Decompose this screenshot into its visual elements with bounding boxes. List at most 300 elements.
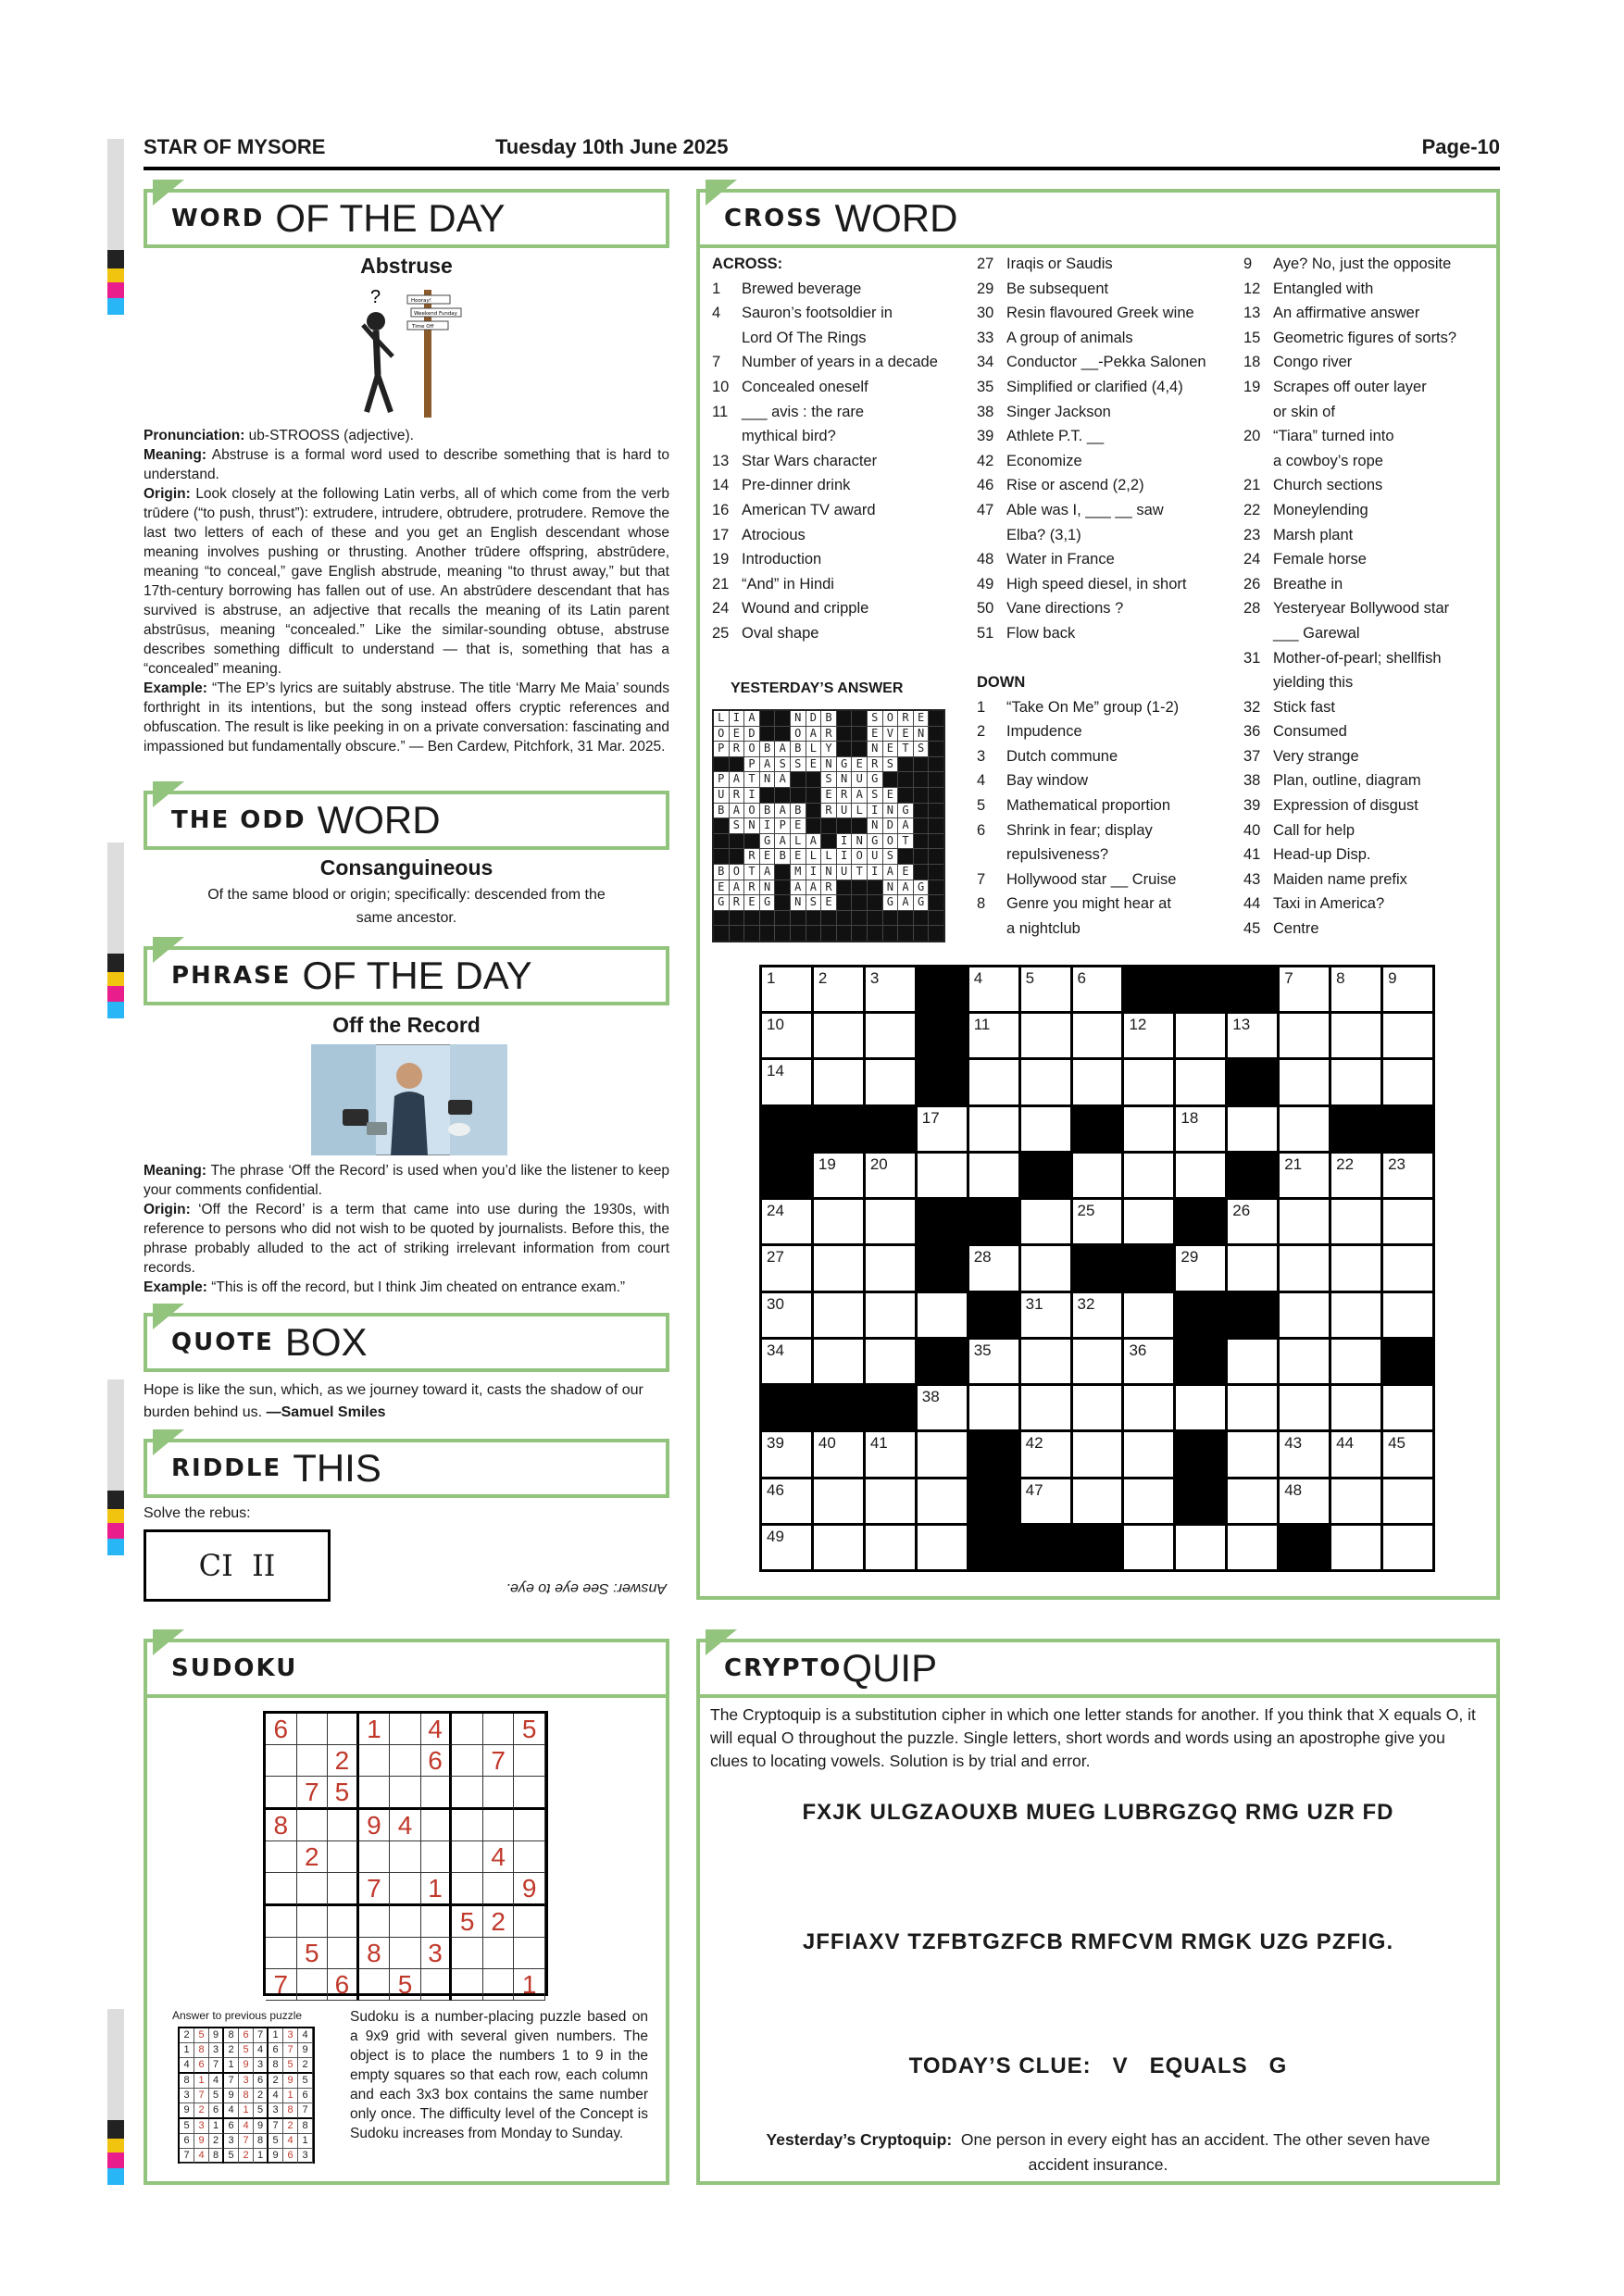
grid-cell[interactable] xyxy=(1228,1479,1277,1523)
sudoku-given: 1 xyxy=(224,2058,239,2074)
grid-cell[interactable] xyxy=(1073,967,1122,1011)
answer-letter: S xyxy=(868,711,882,726)
cell-number: 2 xyxy=(818,969,828,987)
black-square xyxy=(806,926,821,941)
sudoku-given: 4 xyxy=(194,2149,209,2164)
black-square xyxy=(1021,1526,1070,1569)
cell-number: 48 xyxy=(1284,1480,1303,1499)
sudoku-empty-cell[interactable] xyxy=(266,1906,297,1938)
clue-text: “Tiara” turned into xyxy=(1273,428,1394,445)
sudoku-given: 7 xyxy=(194,2089,209,2103)
grid-cell[interactable] xyxy=(1021,1107,1070,1151)
grid-cell[interactable] xyxy=(762,1200,811,1243)
grid-cell[interactable] xyxy=(1280,1154,1329,1197)
grid-cell[interactable] xyxy=(1280,1340,1329,1383)
grid-cell[interactable] xyxy=(918,1107,967,1151)
down-heading: DOWN xyxy=(977,674,1026,692)
black-square xyxy=(969,1293,1018,1337)
clue-number: 22 xyxy=(1243,501,1261,518)
clue-number: 39 xyxy=(977,428,994,445)
black-square xyxy=(852,926,867,941)
grid-cell[interactable] xyxy=(1383,1293,1432,1337)
grid-cell[interactable] xyxy=(1021,1432,1070,1476)
sudoku-empty-cell[interactable] xyxy=(297,1714,329,1745)
grid-cell[interactable] xyxy=(1331,1246,1380,1290)
header-flag xyxy=(706,180,737,206)
grid-cell[interactable] xyxy=(1021,967,1070,1011)
grid-cell[interactable] xyxy=(762,1014,811,1057)
grid-cell[interactable] xyxy=(814,1014,863,1057)
clue-number: 8 xyxy=(977,895,986,913)
answer-letter: G xyxy=(760,834,775,849)
black-square xyxy=(837,727,852,742)
grid-cell[interactable] xyxy=(814,1060,863,1104)
grid-cell[interactable] xyxy=(1124,1340,1173,1383)
grid-cell[interactable] xyxy=(1124,1200,1173,1243)
grid-cell[interactable] xyxy=(1021,1200,1070,1243)
grid-cell[interactable] xyxy=(814,1293,863,1337)
grid-cell[interactable] xyxy=(1331,1014,1380,1057)
clue-text: American TV award xyxy=(742,501,876,518)
sudoku-given: 7 xyxy=(266,1969,297,2001)
black-square xyxy=(898,849,913,864)
sudoku-empty-cell[interactable] xyxy=(266,1938,297,1969)
clue-list xyxy=(977,695,1234,942)
grid-cell[interactable] xyxy=(969,1060,1018,1104)
sudoku-given: 9 xyxy=(209,2028,224,2043)
sudoku-empty-cell[interactable] xyxy=(297,1969,329,2001)
grid-cell[interactable] xyxy=(1021,1479,1070,1523)
grid-cell[interactable] xyxy=(1124,1060,1173,1104)
sudoku-given: 9 xyxy=(224,2089,239,2103)
grid-cell[interactable] xyxy=(762,1246,811,1290)
sudoku-empty-cell[interactable] xyxy=(514,1777,545,1810)
clue-text: Taxi in America? xyxy=(1273,895,1385,913)
answer-letter: N xyxy=(791,711,806,726)
sudoku-empty-cell[interactable] xyxy=(452,1969,483,2001)
registration-strip-4 xyxy=(107,2009,124,2194)
answer-letter: S xyxy=(791,757,806,772)
grid-cell[interactable] xyxy=(1280,1479,1329,1523)
grid-cell[interactable] xyxy=(1383,1246,1432,1290)
clue-number: 25 xyxy=(712,624,730,642)
answer-letter: N xyxy=(744,818,759,833)
cell-number: 26 xyxy=(1232,1202,1251,1220)
header-small: RIDDLE xyxy=(171,1454,282,1482)
sudoku-empty-cell[interactable] xyxy=(421,1841,453,1873)
clue-item xyxy=(977,744,1234,769)
clue-text: Wound and cripple xyxy=(742,600,869,618)
sudoku-empty-cell[interactable] xyxy=(483,1777,515,1810)
clue-item xyxy=(1243,596,1493,621)
page-number: Page-10 xyxy=(1421,135,1500,158)
black-square xyxy=(918,1014,967,1057)
grid-cell[interactable] xyxy=(866,1246,915,1290)
grid-cell[interactable] xyxy=(1021,1386,1070,1429)
grid-cell[interactable] xyxy=(1280,1432,1329,1476)
grid-cell[interactable] xyxy=(1124,1432,1173,1476)
black-square xyxy=(883,911,898,926)
grid-cell[interactable] xyxy=(1176,1014,1225,1057)
grid-cell[interactable] xyxy=(1021,1060,1070,1104)
sudoku-empty-cell[interactable] xyxy=(483,1873,515,1906)
sudoku-empty-cell[interactable] xyxy=(359,1841,391,1873)
black-square xyxy=(929,911,943,926)
grid-cell[interactable] xyxy=(1176,1386,1225,1429)
clue-item xyxy=(1243,350,1493,375)
grid-cell[interactable] xyxy=(1228,1246,1277,1290)
cell-number: 47 xyxy=(1025,1480,1043,1499)
grid-cell[interactable] xyxy=(1124,1526,1173,1569)
grid-cell[interactable] xyxy=(1124,1293,1173,1337)
black-square xyxy=(969,1479,1018,1523)
answer-letter: B xyxy=(714,804,729,818)
sudoku-empty-cell[interactable] xyxy=(328,1873,359,1906)
clue-item xyxy=(712,326,955,351)
sudoku-given: 8 xyxy=(194,2043,209,2058)
clue-number: 38 xyxy=(977,403,994,420)
black-square xyxy=(1280,1526,1329,1569)
grid-cell[interactable] xyxy=(762,1293,811,1337)
odd-word-definition: Of the same blood or origin; specifically: descended from the same ancestor. xyxy=(207,887,606,926)
grid-cell[interactable] xyxy=(1176,1526,1225,1569)
grid-cell[interactable] xyxy=(814,1200,863,1243)
sudoku-empty-cell[interactable] xyxy=(266,1777,297,1810)
grid-cell[interactable] xyxy=(918,1479,967,1523)
sudoku-empty-cell[interactable] xyxy=(390,1938,421,1969)
grid-cell[interactable] xyxy=(1280,1246,1329,1290)
clue-number: 9 xyxy=(1243,256,1253,272)
answer-letter: O xyxy=(883,834,898,849)
clue-text: ___ Garewal xyxy=(1273,624,1360,642)
grid-cell[interactable] xyxy=(866,1060,915,1104)
sudoku-empty-cell[interactable] xyxy=(452,1873,483,1906)
sudoku-given: 1 xyxy=(239,2103,254,2119)
answer-letter: G xyxy=(760,895,775,910)
grid-cell[interactable] xyxy=(1280,1060,1329,1104)
grid-cell[interactable] xyxy=(762,1432,811,1476)
clue-number: 20 xyxy=(1243,428,1261,445)
sudoku-empty-cell[interactable] xyxy=(328,1906,359,1938)
sudoku-empty-cell[interactable] xyxy=(359,1906,391,1938)
answer-letter: A xyxy=(760,865,775,880)
grid-cell[interactable] xyxy=(918,1154,967,1197)
clue-item xyxy=(977,596,1234,621)
grid-cell[interactable] xyxy=(1124,1386,1173,1429)
grid-cell[interactable] xyxy=(1280,1386,1329,1429)
clue-text: Oval shape xyxy=(742,624,819,642)
grid-cell[interactable] xyxy=(1176,1060,1225,1104)
sudoku-empty-cell[interactable] xyxy=(452,1714,483,1745)
grid-cell[interactable] xyxy=(814,1340,863,1383)
grid-cell[interactable] xyxy=(1021,1246,1070,1290)
grid-cell[interactable] xyxy=(1124,1154,1173,1197)
clue-text: Number of years in a decade xyxy=(742,354,938,371)
clue-text: Church sections xyxy=(1273,477,1383,494)
grid-cell[interactable] xyxy=(1073,1479,1122,1523)
sudoku-empty-cell[interactable] xyxy=(390,1906,421,1938)
grid-cell[interactable] xyxy=(1073,1432,1122,1476)
answer-letter: G xyxy=(914,880,929,895)
sudoku-given: 3 xyxy=(194,2119,209,2134)
grid-cell[interactable] xyxy=(1124,1479,1173,1523)
clue-text: Hollywood star __ Cruise xyxy=(1006,870,1177,888)
clue-item xyxy=(712,449,955,474)
sudoku-empty-cell[interactable] xyxy=(514,1745,545,1777)
clue-text: Expression of disgust xyxy=(1273,797,1418,815)
black-square xyxy=(898,788,913,803)
sudoku-empty-cell[interactable] xyxy=(328,1714,359,1745)
black-square xyxy=(714,757,729,772)
sudoku-empty-cell[interactable] xyxy=(297,1906,329,1938)
grid-cell[interactable] xyxy=(866,1014,915,1057)
grid-cell[interactable] xyxy=(1124,1014,1173,1057)
black-square xyxy=(775,865,790,880)
grid-cell[interactable] xyxy=(1228,1107,1277,1151)
grid-cell[interactable] xyxy=(814,1432,863,1476)
header-small: THE ODD xyxy=(171,806,306,834)
grid-cell[interactable] xyxy=(918,1526,967,1569)
sudoku-empty-cell[interactable] xyxy=(390,1745,421,1777)
grid-cell[interactable] xyxy=(1383,1060,1432,1104)
grid-cell[interactable] xyxy=(1383,1014,1432,1057)
grid-cell[interactable] xyxy=(969,1246,1018,1290)
clue-number: 13 xyxy=(1243,305,1261,322)
clue-item xyxy=(977,793,1234,818)
grid-cell[interactable] xyxy=(1021,1014,1070,1057)
sudoku-empty-cell[interactable] xyxy=(452,1938,483,1969)
clue-item xyxy=(1243,523,1493,548)
origin-text: Look closely at the following Latin verbs, all of which come from the verb trūdere (“to push, thrust”): extrudere, intrudere, obtrudere, protrudere. Remove the last two letters of each of these and you get an English descendant whose meaning involves pushing or thrusting. Another trūdere offspring, abstrūdere, meaning “to conceal,” gave English abstrude, meaning “to thrust away,” but that 17th-century borrowing has fallen out of use. An abstrūdere descendant that has survived is abstruse, an adjective that recalls the meaning of its Latin parent abstrūsus, meaning “concealed.” Like the similar-sounding obtuse, abstruse describes something difficult to understand — that is, something that has a “concealed” meaning. xyxy=(144,486,669,677)
sudoku-empty-cell[interactable] xyxy=(390,1841,421,1873)
sudoku-empty-cell[interactable] xyxy=(452,1777,483,1810)
grid-cell[interactable] xyxy=(969,1154,1018,1197)
answer-letter: B xyxy=(760,742,775,756)
grid-cell[interactable] xyxy=(1176,1107,1225,1151)
grid-cell[interactable] xyxy=(1228,1340,1277,1383)
answer-letter: B xyxy=(791,742,806,756)
grid-cell[interactable] xyxy=(1280,967,1329,1011)
sudoku-empty-cell[interactable] xyxy=(297,1810,329,1841)
grid-cell[interactable] xyxy=(762,1479,811,1523)
grid-cell[interactable] xyxy=(1280,1107,1329,1151)
sudoku-empty-cell[interactable] xyxy=(328,1810,359,1841)
sudoku-given: 6 xyxy=(266,1714,297,1745)
grid-cell[interactable] xyxy=(1383,1479,1432,1523)
answer-letter: L xyxy=(714,711,729,726)
sudoku-given: 6 xyxy=(298,2089,313,2103)
grid-cell[interactable] xyxy=(814,1154,863,1197)
sudoku-empty-cell[interactable] xyxy=(328,1841,359,1873)
grid-cell[interactable] xyxy=(1331,967,1380,1011)
cell-number: 22 xyxy=(1336,1154,1355,1173)
grid-cell[interactable] xyxy=(814,1479,863,1523)
grid-cell[interactable] xyxy=(1280,1293,1329,1337)
black-square xyxy=(929,849,943,864)
grid-cell[interactable] xyxy=(866,1154,915,1197)
grid-cell[interactable] xyxy=(969,1340,1018,1383)
grid-cell[interactable] xyxy=(1073,1340,1122,1383)
grid-cell[interactable] xyxy=(866,1432,915,1476)
grid-cell[interactable] xyxy=(866,1293,915,1337)
grid-cell[interactable] xyxy=(866,1200,915,1243)
word-of-day-word: Abstruse xyxy=(360,254,453,278)
sudoku-empty-cell[interactable] xyxy=(421,1906,453,1938)
grid-cell[interactable] xyxy=(814,967,863,1011)
grid-cell[interactable] xyxy=(1021,1340,1070,1383)
grid-cell[interactable] xyxy=(918,1386,967,1429)
black-square xyxy=(806,804,821,818)
grid-cell[interactable] xyxy=(969,967,1018,1011)
answer-letter: N xyxy=(837,772,852,787)
grid-cell[interactable] xyxy=(866,967,915,1011)
grid-cell[interactable] xyxy=(918,1432,967,1476)
answer-letter: S xyxy=(821,772,836,787)
grid-cell[interactable] xyxy=(1331,1526,1380,1569)
answer-letter: D xyxy=(744,727,759,742)
grid-cell[interactable] xyxy=(866,1340,915,1383)
grid-cell[interactable] xyxy=(969,1386,1018,1429)
clue-number: 50 xyxy=(977,600,994,618)
grid-cell[interactable] xyxy=(1280,1200,1329,1243)
sudoku-empty-cell[interactable] xyxy=(483,1969,515,2001)
quote-body: Hope is like the sun, which, as we journey toward it, casts the shadow of our burden behind us. xyxy=(144,1382,643,1420)
grid-cell[interactable] xyxy=(1124,1107,1173,1151)
grid-cell[interactable] xyxy=(762,1526,811,1569)
sudoku-empty-cell[interactable] xyxy=(359,1969,391,2001)
sudoku-empty-cell[interactable] xyxy=(266,1841,297,1873)
black-square xyxy=(929,834,943,849)
sudoku-empty-cell[interactable] xyxy=(390,1873,421,1906)
grid-cell[interactable] xyxy=(918,1293,967,1337)
grid-cell[interactable] xyxy=(1331,1200,1380,1243)
header-small: PHRASE xyxy=(171,962,292,990)
grid-cell[interactable] xyxy=(762,967,811,1011)
grid-cell[interactable] xyxy=(762,1340,811,1383)
sudoku-empty-cell[interactable] xyxy=(452,1841,483,1873)
grid-cell[interactable] xyxy=(1073,1293,1122,1337)
grid-cell[interactable] xyxy=(1073,1154,1122,1197)
grid-cell[interactable] xyxy=(1331,1340,1380,1383)
grid-cell[interactable] xyxy=(1228,1014,1277,1057)
black-square xyxy=(730,757,744,772)
grid-cell[interactable] xyxy=(1331,1060,1380,1104)
grid-cell[interactable] xyxy=(1383,1200,1432,1243)
clue-text: Entangled with xyxy=(1273,280,1374,297)
grid-cell[interactable] xyxy=(866,1479,915,1523)
grid-cell[interactable] xyxy=(762,1060,811,1104)
grid-cell[interactable] xyxy=(1073,1386,1122,1429)
answer-letter: A xyxy=(775,772,790,787)
grid-cell[interactable] xyxy=(1073,1014,1122,1057)
header-large: OF THE DAY xyxy=(275,196,506,240)
sudoku-empty-cell[interactable] xyxy=(297,1873,329,1906)
sudoku-given: 2 xyxy=(483,1906,515,1938)
sudoku-empty-cell[interactable] xyxy=(514,1841,545,1873)
sudoku-empty-cell[interactable] xyxy=(266,1745,297,1777)
clue-number: 4 xyxy=(977,772,986,790)
grid-cell[interactable] xyxy=(1228,1526,1277,1569)
black-square xyxy=(1176,1432,1225,1476)
grid-cell[interactable] xyxy=(969,1014,1018,1057)
grid-cell[interactable] xyxy=(1228,1386,1277,1429)
sudoku-empty-cell[interactable] xyxy=(421,1777,453,1810)
clue-text: Aye? No, just the opposite xyxy=(1273,256,1452,272)
grid-cell[interactable] xyxy=(1073,1060,1122,1104)
clue-item xyxy=(1243,917,1493,942)
grid-cell[interactable] xyxy=(1228,1432,1277,1476)
sudoku-empty-cell[interactable] xyxy=(483,1810,515,1841)
grid-cell[interactable] xyxy=(1331,1386,1380,1429)
sudoku-empty-cell[interactable] xyxy=(359,1745,391,1777)
quote-text xyxy=(144,1379,669,1424)
sudoku-empty-cell[interactable] xyxy=(328,1938,359,1969)
sudoku-empty-cell[interactable] xyxy=(452,1745,483,1777)
grid-cell[interactable] xyxy=(1331,1154,1380,1197)
sudoku-empty-cell[interactable] xyxy=(297,1745,329,1777)
clue-number: 34 xyxy=(977,354,994,371)
grid-cell[interactable] xyxy=(1176,1154,1225,1197)
grid-cell[interactable] xyxy=(969,1107,1018,1151)
grid-cell[interactable] xyxy=(1383,1432,1432,1476)
sudoku-given: 7 xyxy=(298,2103,313,2119)
sudoku-empty-cell[interactable] xyxy=(514,1938,545,1969)
black-square xyxy=(714,818,729,833)
sudoku-empty-cell[interactable] xyxy=(483,1938,515,1969)
sudoku-empty-cell[interactable] xyxy=(359,1777,391,1810)
answer-letter: U xyxy=(837,804,852,818)
black-square xyxy=(1228,967,1277,1011)
sudoku-empty-cell[interactable] xyxy=(266,1873,297,1906)
grid-cell[interactable] xyxy=(1073,1200,1122,1243)
answer-letter: G xyxy=(868,772,882,787)
grid-cell[interactable] xyxy=(1331,1432,1380,1476)
grid-cell[interactable] xyxy=(1331,1479,1380,1523)
answer-letter: A xyxy=(760,757,775,772)
grid-cell[interactable] xyxy=(1331,1293,1380,1337)
grid-cell[interactable] xyxy=(1280,1014,1329,1057)
sudoku-empty-cell[interactable] xyxy=(390,1777,421,1810)
answer-letter: E xyxy=(852,757,867,772)
clue-item xyxy=(977,719,1234,744)
issue-date: Tuesday 10th June 2025 xyxy=(495,135,729,158)
grid-cell[interactable] xyxy=(866,1526,915,1569)
clue-text: An affirmative answer xyxy=(1273,305,1420,322)
grid-cell[interactable] xyxy=(1383,967,1432,1011)
clue-text: Consumed xyxy=(1273,723,1347,741)
answer-letter: G xyxy=(868,834,882,849)
grid-cell[interactable] xyxy=(1383,1386,1432,1429)
sudoku-empty-cell[interactable] xyxy=(483,1714,515,1745)
sudoku-empty-cell[interactable] xyxy=(452,1810,483,1841)
clue-text: repulsiveness? xyxy=(1006,846,1109,864)
sudoku-empty-cell[interactable] xyxy=(390,1714,421,1745)
grid-cell[interactable] xyxy=(1228,1200,1277,1243)
grid-cell[interactable] xyxy=(1021,1293,1070,1337)
clue-text: Pre-dinner drink xyxy=(742,477,851,494)
grid-cell[interactable] xyxy=(814,1246,863,1290)
sudoku-empty-cell[interactable] xyxy=(421,1969,453,2001)
grid-cell[interactable] xyxy=(1383,1526,1432,1569)
clue-text: Atrocious xyxy=(742,526,806,543)
grid-cell[interactable] xyxy=(1383,1154,1432,1197)
sudoku-empty-cell[interactable] xyxy=(514,1810,545,1841)
grid-cell[interactable] xyxy=(1176,1246,1225,1290)
cell-number: 11 xyxy=(973,1016,991,1034)
sudoku-empty-cell[interactable] xyxy=(421,1810,453,1841)
sudoku-empty-cell[interactable] xyxy=(514,1906,545,1938)
grid-cell[interactable] xyxy=(814,1526,863,1569)
